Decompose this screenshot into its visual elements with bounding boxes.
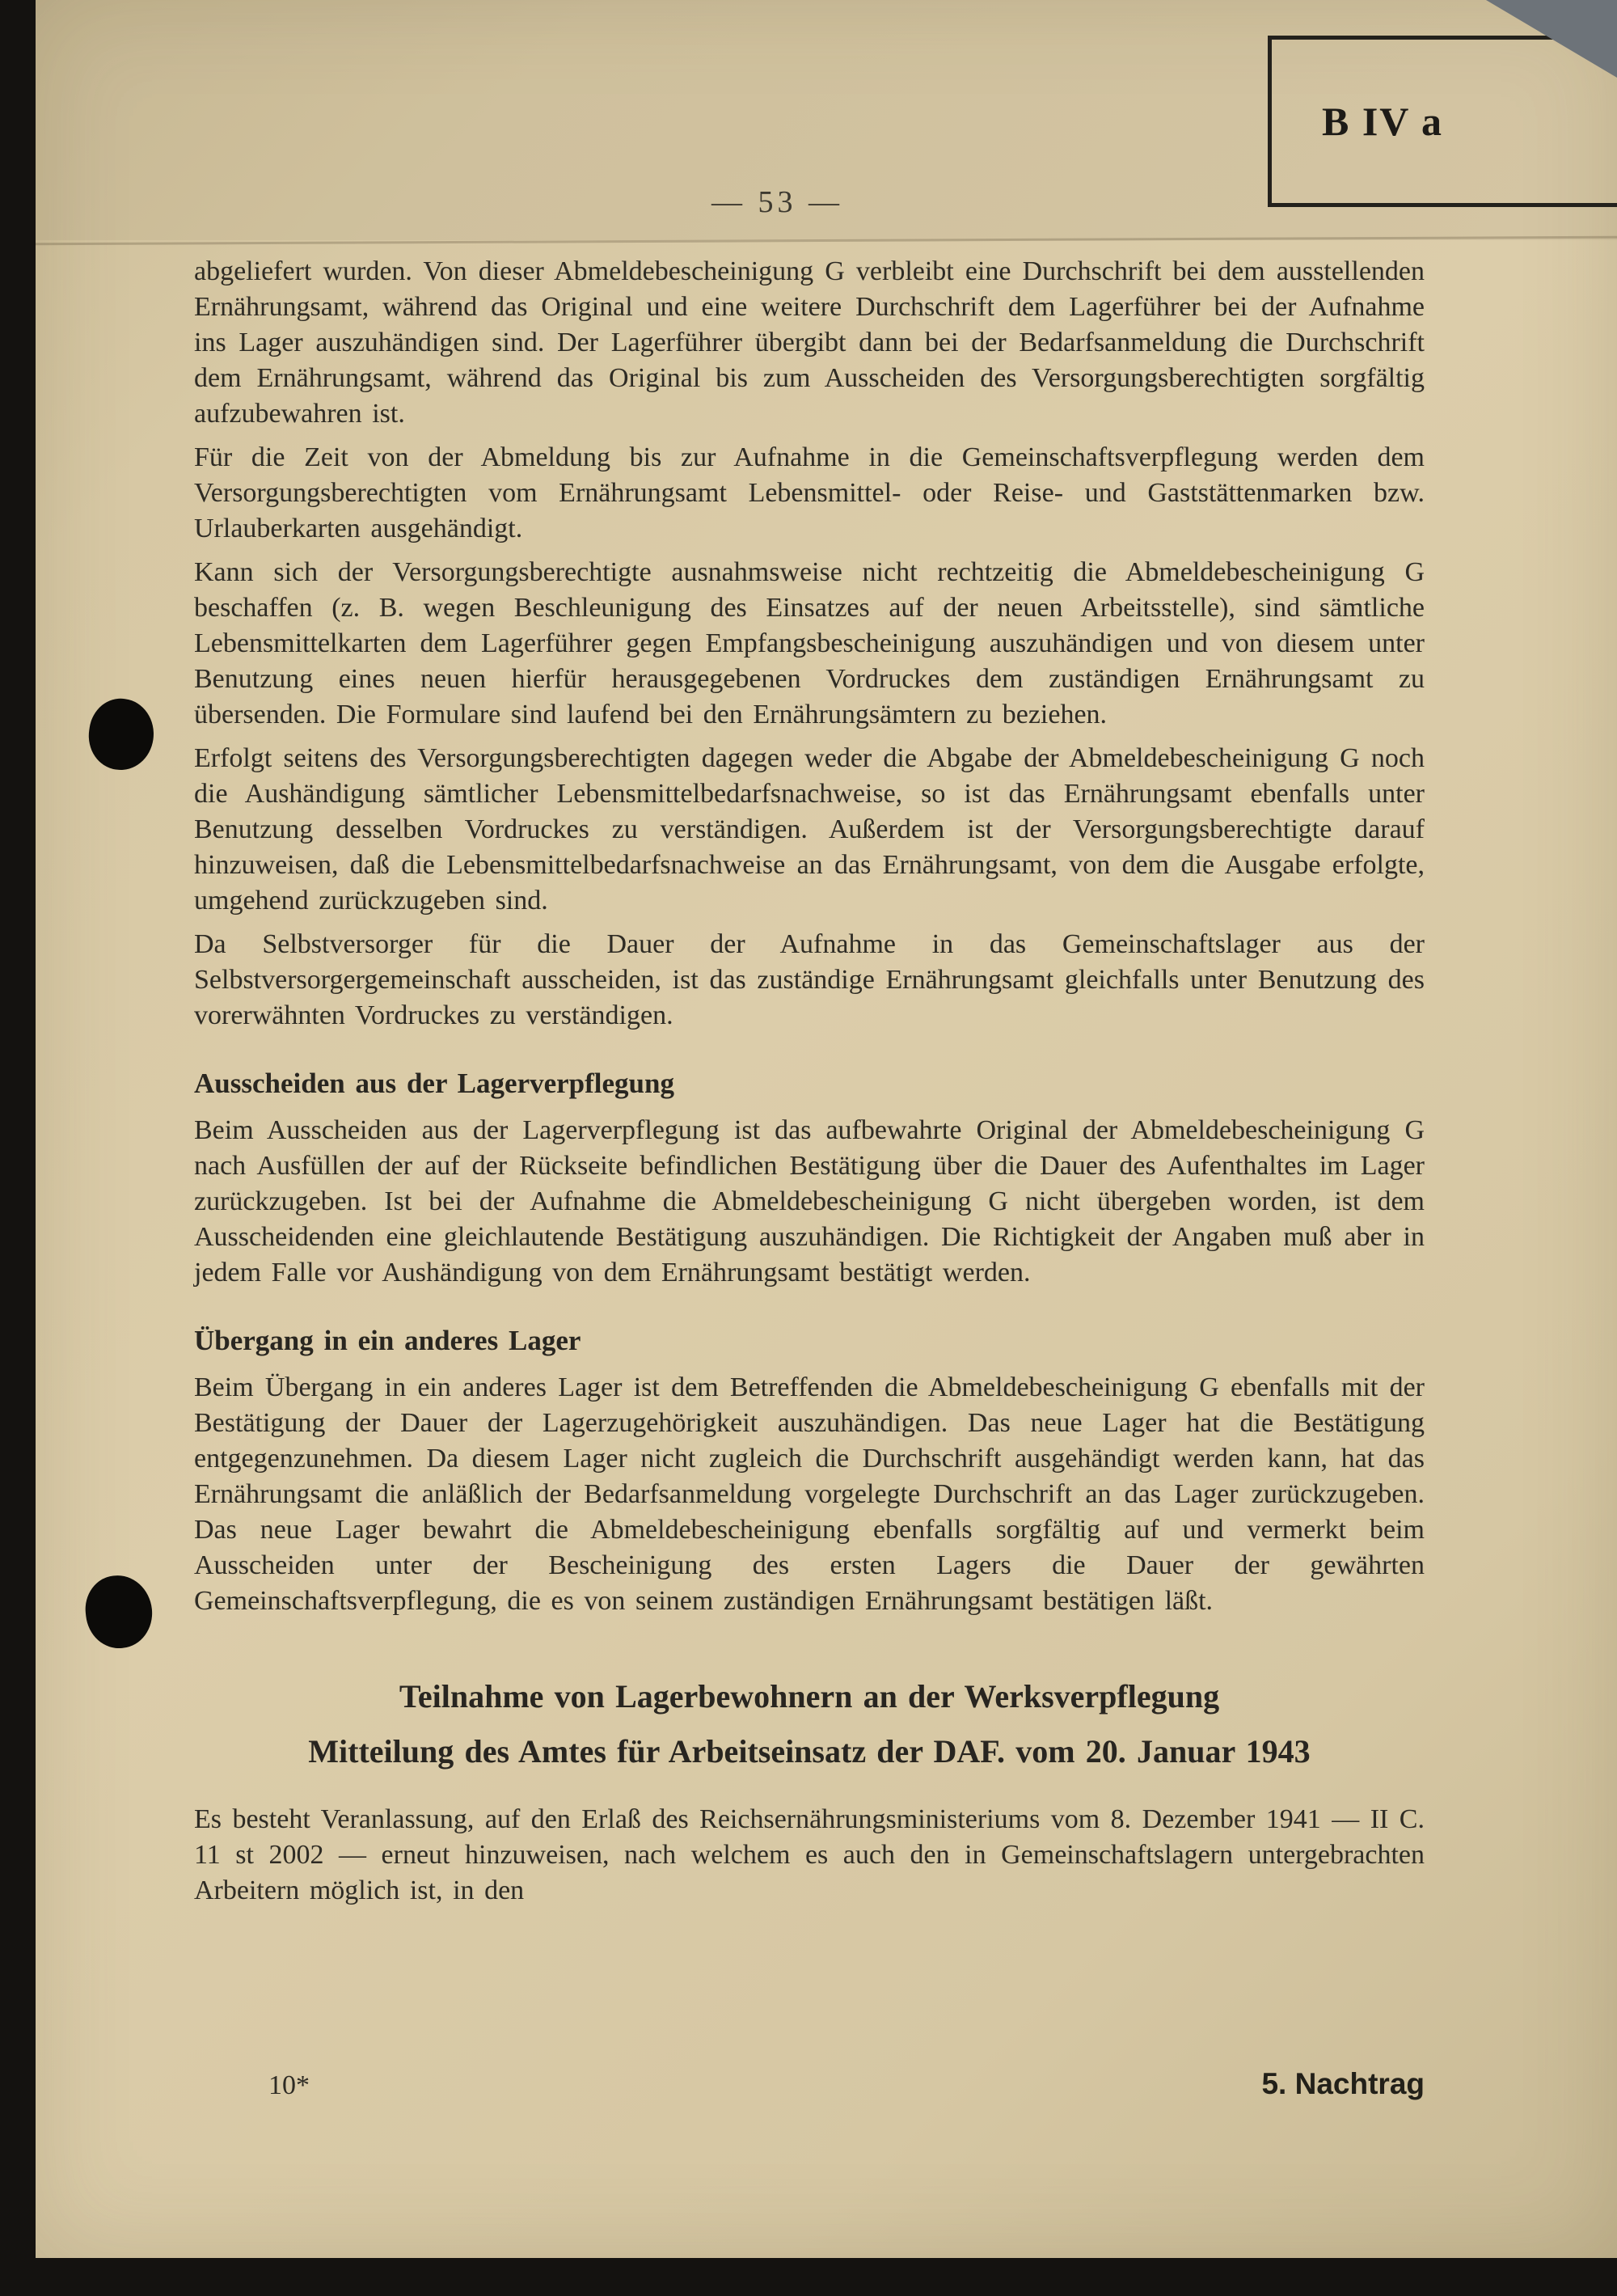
page-number: — 53 — <box>711 185 843 219</box>
article-werksverpflegung <box>194 1676 1425 1909</box>
paragraph: Für die Zeit von der Abmeldung bis zur Aufnahme in die Gemeinschaftsverpflegung werden dem Versorgungsberechtigten vom Ernährungsamt Lebensmittel- oder Reise- und Gaststättenmarken bzw. Urlauberkarten ausgehändigt. <box>194 442 1425 543</box>
paragraph: Es besteht Veranlassung, auf den Erlaß des Reichsernährungsministeriums vom 8. Dezember 1941 — II C. 11 st 2002 — erneut hinzuweisen, nach welchem es auch den in Gemeinschaftslagern untergebrachten Arbeitern möglich ist, in den <box>194 1804 1425 1905</box>
paragraph: Beim Übergang in ein anderes Lager ist dem Betreffenden die Abmeldebescheinigung G ebenfalls mit der Bestätigung der Dauer der Lagerzugehörigkeit auszuhändigen. Das neue Lager hat die Bestätigung entgegenzunehmen. Da diesem Lager nicht zugleich die Durchschrift ausgehändigt werden kann, hat das Ernährungsamt die anläßlich der Bedarfsanmeldung vorgelegte Durchschrift an das Lager zurückzugeben. Das neue Lager bewahrt die Abmeldebescheinigung ebenfalls sorgfältig auf und vermerkt beim Ausscheiden unter der Bescheinigung des ersten Lagers die Dauer der gewährten Gemeinschaftsverpflegung, die es von seinem zuständigen Ernährungsamt bestätigen läßt. <box>194 1372 1425 1616</box>
article-subtitle: Mitteilung des Amtes für Arbeitseinsatz der DAF. vom 20. Januar 1943 <box>308 1733 1311 1770</box>
paragraph: Da Selbstversorger für die Dauer der Aufnahme in das Gemeinschaftslager aus der Selbstversorgergemeinschaft ausscheiden, ist das zuständige Ernährungsamt gleichfalls unter Benutzung des vorerwähnten Vordruckes zu verständigen. <box>194 929 1425 1030</box>
section-uebergang-anderes-lager <box>194 1323 1425 1619</box>
section-heading: Ausscheiden aus der Lagerverpflegung <box>194 1068 674 1099</box>
paragraph: Beim Ausscheiden aus der Lagerverpflegung ist das aufbewahrte Original der Abmeldebescheinigung G nach Ausfüllen der auf der Rückseite befindlichen Bestätigung über die Dauer des Aufenthaltes im Lager zurückzugeben. Ist bei der Aufnahme die Abmeldebescheinigung G nicht übergeben worden, ist dem Ausscheidenden eine gleichlautende Bestätigung auszuhändigen. Die Richtigkeit der Angaben muß aber in jedem Falle vor Aushändigung von dem Ernährungsamt bestätigt werden. <box>194 1115 1425 1288</box>
paragraph: Kann sich der Versorgungsberechtigte ausnahmsweise nicht rechtzeitig die Abmeldebescheinigung G beschaffen (z. B. wegen Beschleunigung des Einsatzes auf der neuen Arbeitsstelle), sind sämtliche Lebensmittelkarten dem Lagerführer gegen Empfangsbescheinigung auszuhändigen und von diesem unter Benutzung eines neuen hierfür herausgegebenen Vordruckes dem zuständigen Ernährungsamt zu übersenden. Die Formulare sind laufend bei den Ernährungsämtern zu beziehen. <box>194 557 1425 729</box>
section-lagerverpflegung-ausscheiden <box>194 1066 1425 1291</box>
paragraph: Erfolgt seitens des Versorgungsberechtigten dagegen weder die Abgabe der Abmeldebescheinigung G noch die Aushändigung sämtlicher Lebensmittelbedarfsnachweise, so ist das Ernährungsamt ebenfalls unter Benutzung desselben Vordruckes zu verständigen. Außerdem ist der Versorgungsberechtigte darauf hinzuweisen, daß die Lebensmittelbedarfsnachweise an das Ernährungsamt, von dem die Ausgabe erfolgte, umgehend zurückzugeben sind. <box>194 743 1425 915</box>
punch-hole-top <box>84 695 158 774</box>
page-footer <box>194 2067 1425 2101</box>
classification-label: B IV a <box>1322 99 1444 144</box>
document-page <box>36 0 1617 2258</box>
page-corner-shadow <box>1486 0 1617 78</box>
punch-hole-bottom <box>82 1572 156 1651</box>
paragraph: abgeliefert wurden. Von dieser Abmeldebescheinigung G verbleibt eine Durchschrift bei dem ausstellenden Ernährungsamt, während das Original und eine weitere Durchschrift dem Lagerführer bei der Aufnahme ins Lager auszuhändigen sind. Der Lagerführer übergibt dann bei der Bedarfsanmeldung die Durchschrift dem Ernährungsamt, während das Original bis zum Ausscheiden des Versorgungsberechtigten sorgfältig aufzubewahren ist. <box>194 256 1425 429</box>
page-body-text <box>194 254 1425 1917</box>
article-title: Teilnahme von Lagerbewohnern an der Werksverpflegung <box>399 1678 1220 1715</box>
printers-page-mark: 10* <box>268 2070 310 2100</box>
supplement-label: 5. Nachtrag <box>1261 2067 1425 2100</box>
section-heading: Übergang in ein anderes Lager <box>194 1325 581 1356</box>
